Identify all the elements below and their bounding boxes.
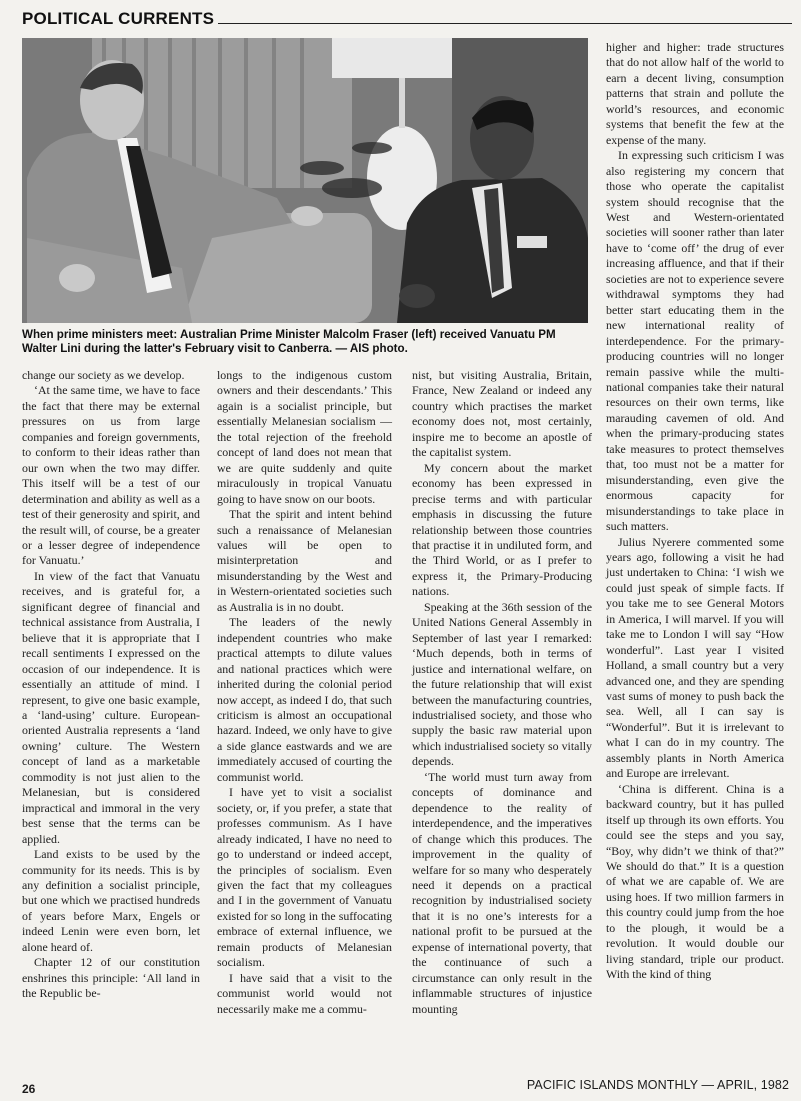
section-title: POLITICAL CURRENTS xyxy=(22,9,215,28)
article-paragraph: Chapter 12 of our constitution enshrines this principle: ‘All land in the Republic be- xyxy=(22,955,200,1001)
article-paragraph: In view of the fact that Vanuatu receives, and is grateful for, a significant degree of financial and technical assistance from Australia, I believe that it is appropriate that I recall sentiments I expressed on the occasion of our independence. It is essentially an attitude of mind. I represent, to give one basic example, a ‘land-using’ culture. European-oriented Australia represents a ‘land owning’ culture. The Western concept of land as a marketable commodity is not just alien to the Melanesian, but is considered impractical and immoral in the very best sense that the terms can be applied. xyxy=(22,568,200,846)
article-photo xyxy=(22,38,588,323)
page-number: 26 xyxy=(22,1082,36,1096)
article-paragraph: ‘At the same time, we have to face the fact that there may be external pressures on us from large companies and foreign governments, to conform to their ideas rather than our own when the two may differ. This itself will be a test of our determination and ability as well as a test of their generosity and spirit, and the result will, of course, be a greater or a lesser degree of independence for Vanuatu.’ xyxy=(22,383,200,568)
article-paragraph: change our society as we develop. xyxy=(22,368,185,382)
article-column-4 xyxy=(606,40,784,983)
magazine-footer: PACIFIC ISLANDS MONTHLY — APRIL, 1982 xyxy=(526,1078,789,1092)
photo-caption: When prime ministers meet: Australian Prime Minister Malcolm Fraser (left) received Vanuatu PM Walter Lini during the latter's February visit to Canberra. — AIS photo. xyxy=(22,328,556,355)
section-header xyxy=(22,6,792,28)
article-paragraph: I have yet to visit a socialist society, or, if you prefer, a state that professes communism. As I have already indicated, I have no need to go to understand or indeed accept, the principles of socialism. Even given the fact that my colleagues and I in the government of Vanuatu existed for so long in the suffocating embrace of external influence, we remain products of Melanesian socialism. xyxy=(217,785,392,970)
article-paragraph: ‘The world must turn away from concepts of dominance and dependence to the reality of interdependence, and the imperatives of change which this produces. The improvement in the quality of welfare for so many who desperately need it depends on a practical recognition by industrialised society that it is no one’s interests for a national profit to be pursued at the expense of international poverty, that the continuance of such a circumstance can only result in the inflammable structures of injustice mounting xyxy=(412,769,592,1016)
article-paragraph: nist, but visiting Australia, Britain, France, New Zealand or indeed any country which practises the market economy does not, most certainly, inspire me to become an apostle of the capitalist system. xyxy=(412,368,592,460)
article-paragraph: higher and higher: trade structures that do not allow half of the world to earn a decent living, consumption patterns that strain and pollute the world’s resources, and economic systems that benefit the few at the expense of the many. xyxy=(606,40,784,147)
article-paragraph: longs to the indigenous custom owners and their descendants.’ This again is a socialist principle, but essentially Melanesian socialism — the total rejection of the freehold concept of land does not mean that we are quite suddenly and quite miraculously in tropical Vanuatu going to have snow on our boots. xyxy=(217,368,392,506)
article-paragraph: The leaders of the newly independent countries who make practical attempts to dilute values and national practices which were inherited during the colonial period now accept, as indeed I do, that such criticism is almost an occupational hazard. Indeed, we only have to give a side glance eastwards and we are immediately accused of courting the communist world. xyxy=(217,615,392,784)
article-paragraph: Speaking at the 36th session of the United Nations General Assembly in September of last year I remarked: ‘Much depends, both in terms of justice and international welfare, on the future relationship that will exist between the manufacturing countries, industrialised society, and those who supply the basic raw material upon which industrialised society so vitally depends. xyxy=(412,599,592,769)
article-column-1 xyxy=(22,368,200,1002)
article-paragraph: I have said that a visit to the communist world would not necessarily make me a commu- xyxy=(217,970,392,1016)
article-paragraph: In expressing such criticism I was also registering my concern that those who operate the capitalist system should recognise that the West and Western-orientated societies will sooner rather than later have to ‘come off’ the drug of ever increasing affluence, and that if their societies are not to experience severe withdrawal symptoms they had better start educating them in the new international reality of interdependence. For the primary-producing countries will no longer remain passive while the multi-national companies take their natural resources on their own terms, like marauding cavemen of old. And when the primary-producing states take measures to protect themselves that, too must not be a matter for misunderstanding, even give the enormous capacity for misunderstandings to take place in such matters. xyxy=(606,148,784,534)
article-column-3 xyxy=(412,368,592,1017)
header-rule xyxy=(218,23,792,24)
article-paragraph: ‘China is different. China is a backward country, but it has pulled itself up through its own efforts. You could see the steps and you say, “Boy, why didn’t we think of that?” We should do that.” It is a question of what we are capable of. We are using hoes. If two million farmers in this country could jump from the hoe to the plough, it would be a revolution. It would double our living standard, triple our product. With the kind of thing xyxy=(606,781,784,982)
article-paragraph: My concern about the market economy has been expressed in precise terms and with particular emphasis in discussing the future relationship between those countries that practise it in undiluted form, and the Third World, or as I prefer to express it, the Primary-Producing nations. xyxy=(412,460,592,599)
photo-illustration xyxy=(22,38,588,323)
article-paragraph: Julius Nyerere commented some years ago, following a visit he had just undertaken to China: ‘I wish we could just speak of simple facts. If you take me to see General Motors in America, I will marvel. If you will take me to London I will say “How wonderful”. Last year I visited Holland, a small country but a very advanced one, and they are spending vast sums of money to push back the sea. Well, all I can say is “Wonderful”. But it is irrelevant to what I can do in my country. The assembly plants in North America and Europe are irrelevant. xyxy=(606,534,784,781)
article-column-2 xyxy=(217,368,392,1017)
article-paragraph: That the spirit and intent behind such a renaissance of Melanesian values will be open to misinterpretation and misunderstanding by the West and in Western-orientated societies such as Australia is in no doubt. xyxy=(217,507,392,614)
article-paragraph: Land exists to be used by the community for its needs. This is by any definition a socialist principle, but one which we practised hundreds of years before Marx, Engels or indeed Lenin were even born, let alone heard of. xyxy=(22,847,200,954)
